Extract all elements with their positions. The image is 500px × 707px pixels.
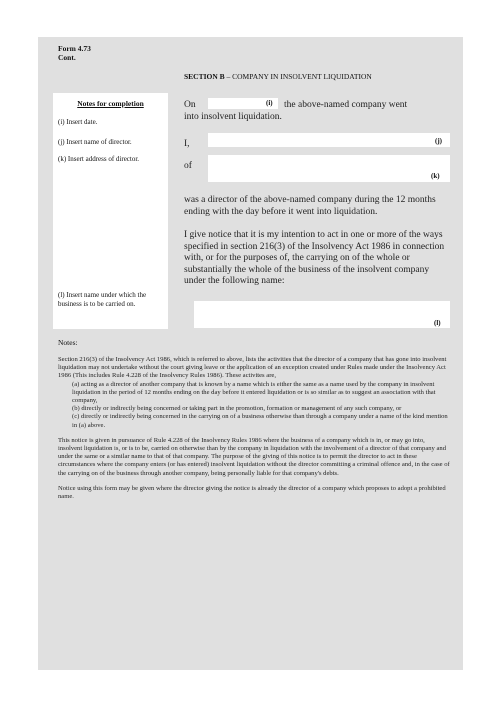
form-number-label: Form 4.73 <box>58 44 91 53</box>
note-insert-director-name: (j) Insert name of director. <box>58 138 132 146</box>
notes-item-b: (b) directly or indirectly being concerned or taking part in the promotion, formation or management of any such company, or <box>72 405 402 413</box>
director-name-field-label: (j) <box>435 137 442 145</box>
went-into-text: the above-named company went <box>284 100 408 110</box>
insolvent-liquidation-text: into insolvent liquidation. <box>184 112 282 122</box>
date-field-label: (i) <box>266 99 273 107</box>
director-name-field[interactable] <box>208 133 450 147</box>
director-address-field-label: (k) <box>431 172 440 180</box>
business-name-field[interactable] <box>194 301 450 328</box>
note-insert-business-name: (l) Insert name under which the business is to be carried on. <box>58 291 147 308</box>
notes-paragraph-2: This notice is given in pursuance of Rule 4.228 of the Insolvency Rules 1986 where the business of a company which is in, or may go into, insolvent liquidation is, or is to be, carried on otherwise than by the company in liquidation with the involvement of a director of that company and under the same or a similar name to that of that company. The purpose of the giving of this notice is to permit the director to act in these circumstances where the company enters (or has entered) insolvent liquidation without the director committing a criminal offence and, in the case of the carrying on of the business through another company, being personally liable for that company's debts. <box>58 436 450 477</box>
section-title-text: – COMPANY IN INSOLVENT LIQUIDATION <box>224 72 372 81</box>
notes-body <box>58 356 450 501</box>
notes-paragraph-3: Notice using this form may be given where the director giving the notice is already the director of a company which proposes to adopt a prohibited name. <box>58 484 446 501</box>
notice-statement: I give notice that it is my intention to act in one or more of the ways specified in section 216(3) of the Insolvency Act 1986 in connection with, or for the purposes of, the carrying on of the whole or substantially the whole of the business of the insolvent company under the following name: <box>184 230 445 286</box>
form-page <box>38 37 463 670</box>
of-word: of <box>184 161 192 171</box>
director-address-field[interactable] <box>208 155 450 182</box>
form-cont-label: Cont. <box>58 53 76 62</box>
section-title <box>184 72 372 81</box>
notes-item-c: (c) directly or indirectly being concerned in the carrying on of a business otherwise than through a company under a name of the kind mention in (a) above. <box>72 413 448 429</box>
director-statement: was a director of the above-named company during the 12 months ending with the day before it went into liquidation. <box>184 195 436 217</box>
notes-title: Notes: <box>58 338 78 347</box>
completion-notes-heading: Notes for completion <box>77 99 144 108</box>
notes-paragraph-1: Section 216(3) of the Insolvency Act 1986, which is referred to above, lists the activities that the director of a company that has gone into insolvent liquidation may not undertake without the court giving leave or the application of an exception created under Rules made under the Insolvency Act 1986 (This includes Rule 4.228 of the Insolvency Rules 1986). These activites are, <box>58 356 447 380</box>
note-insert-director-address: (k) Insert address of director. <box>58 155 140 163</box>
completion-notes-panel <box>53 93 168 329</box>
i-word: I, <box>184 139 190 149</box>
notes-item-a: (a) acting as a director of another company that is known by a name which is either the same as a name used by the company in insolvent liquidation in the period of 12 months ending on the day before it entered liquidation or is so similar as to suggest an association with that company, <box>72 380 436 405</box>
note-insert-date: (i) Insert date. <box>58 118 98 126</box>
form-number <box>58 44 91 62</box>
section-label: SECTION B <box>184 72 225 81</box>
business-name-field-label: (l) <box>434 319 441 327</box>
on-word: On <box>184 100 196 110</box>
